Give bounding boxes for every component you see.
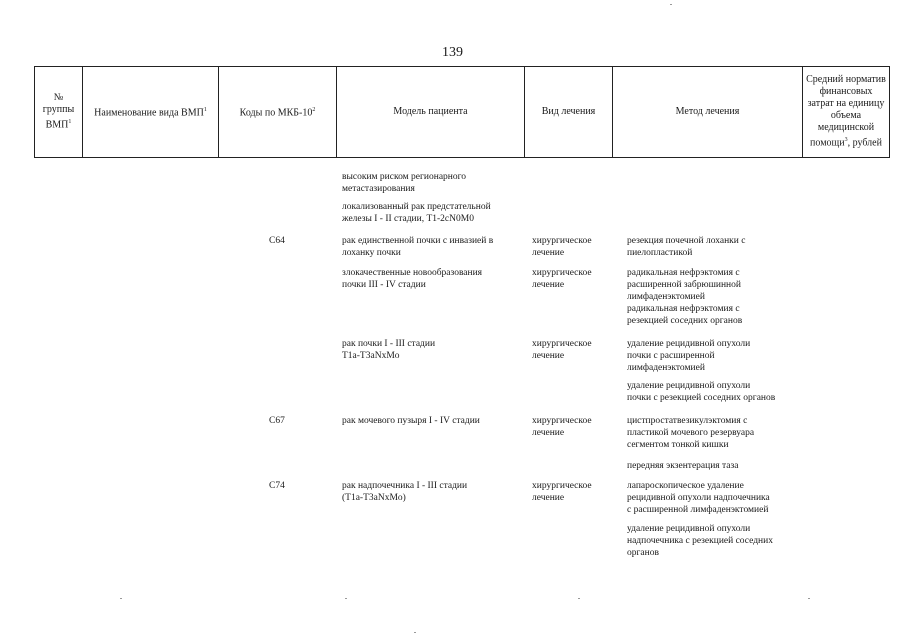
cell-model: рак почки I - III стадии <box>342 339 436 349</box>
cell-method: пластикой мочевого резервуара <box>627 428 755 438</box>
cell-type: лечение <box>532 248 565 258</box>
cell-model: злокачественные новообразования <box>342 268 483 278</box>
header-icd-codes-text: Коды по МКБ-10 <box>239 107 313 119</box>
cell-method: резекция почечной лоханки с <box>627 236 746 246</box>
scan-speck <box>414 632 416 633</box>
header-avg-cost-footnote: 3 <box>844 137 848 144</box>
header-treatment-method <box>613 67 803 157</box>
header-treatment-type-text: Вид лечения <box>541 106 596 117</box>
cell-method: передняя экзентерация таза <box>627 461 739 471</box>
scan-speck <box>578 598 580 599</box>
header-vmp-name-footnote: 1 <box>203 107 207 114</box>
cell-type: хирургическое <box>532 481 592 491</box>
cell-type: лечение <box>532 280 565 290</box>
cell-method: радикальная нефрэктомия с <box>627 268 740 278</box>
cell-code: C64 <box>269 236 285 246</box>
header-treatment-method-text: Метод лечения <box>675 106 740 117</box>
cell-type: лечение <box>532 351 565 361</box>
cell-type: хирургическое <box>532 339 592 349</box>
cell-method: резекцией соседних органов <box>627 316 743 326</box>
cell-method: с расширенной лимфаденэктомией <box>627 505 769 515</box>
cell-type: хирургическое <box>532 236 592 246</box>
cell-method: пиелопластикой <box>627 248 693 258</box>
cell-method: расширенной забрюшинной <box>627 280 741 290</box>
cell-method: лимфаденэктомией <box>627 292 705 302</box>
cell-type: хирургическое <box>532 416 592 426</box>
cell-model: лоханку почки <box>342 248 401 258</box>
cell-method: органов <box>627 548 659 558</box>
cell-method: удаление рецидивной опухоли <box>627 381 751 391</box>
scan-speck <box>670 4 672 5</box>
cell-method: лимфаденэктомией <box>627 363 705 373</box>
header-patient-model-text: Модель пациента <box>393 106 468 117</box>
cell-model: рак единственной почки с инвазией в <box>342 236 494 246</box>
cell-type: хирургическое <box>532 268 592 278</box>
cell-method: лапароскопическое удаление <box>627 481 744 491</box>
header-vmp-name <box>83 67 219 157</box>
header-icd-codes <box>219 67 337 157</box>
cell-method: рецидивной опухоли надпочечника <box>627 493 770 503</box>
cell-method: почки с резекцией соседних органов <box>627 393 776 403</box>
scan-speck <box>808 598 810 599</box>
cell-model: локализованный рак предстательной <box>342 202 491 212</box>
header-treatment-type <box>525 67 613 157</box>
header-avg-cost-suffix: , рублей <box>847 137 882 149</box>
cell-model: железы I - II стадии, T1-2cN0M0 <box>342 214 474 224</box>
header-group-number-text: № группы ВМП <box>42 92 75 131</box>
cell-method: почки с расширенной <box>627 351 715 361</box>
cell-method: удаление рецидивной опухоли <box>627 524 751 534</box>
cell-code: C67 <box>269 416 285 426</box>
cell-model: метастазирования <box>342 184 415 194</box>
header-patient-model <box>337 67 525 157</box>
header-avg-cost <box>803 67 889 157</box>
scan-speck <box>345 598 347 599</box>
scan-speck <box>120 598 122 599</box>
header-avg-cost-text: Средний норматив финансовых затрат на единицу объема медицинской помощи <box>806 74 886 149</box>
header-group-number <box>35 67 83 157</box>
cell-model: рак надпочечника I - III стадии <box>342 481 468 491</box>
cell-model: высоким риском регионарного <box>342 172 467 182</box>
cell-model: рак мочевого пузыря I - IV стадии <box>342 416 480 426</box>
cell-method: сегментом тонкой кишки <box>627 440 729 450</box>
cell-model: T1a-T3aNxMo <box>342 351 400 361</box>
cell-method: радикальная нефрэктомия с <box>627 304 740 314</box>
cell-code: C74 <box>269 481 285 491</box>
header-icd-codes-footnote: 2 <box>312 107 316 114</box>
header-group-number-footnote: 1 <box>68 119 72 126</box>
cell-type: лечение <box>532 493 565 503</box>
cell-method: цистпростатвезикулэктомия с <box>627 416 748 426</box>
cell-method: удаление рецидивной опухоли <box>627 339 751 349</box>
cell-model: почки III - IV стадии <box>342 280 426 290</box>
table-header <box>34 66 890 158</box>
header-vmp-name-text: Наименование вида ВМП <box>94 107 204 119</box>
cell-method: надпочечника с резекцией соседних <box>627 536 773 546</box>
cell-model: (T1a-T3aNxMo) <box>342 493 406 503</box>
page-number: 139 <box>442 45 463 60</box>
cell-type: лечение <box>532 428 565 438</box>
